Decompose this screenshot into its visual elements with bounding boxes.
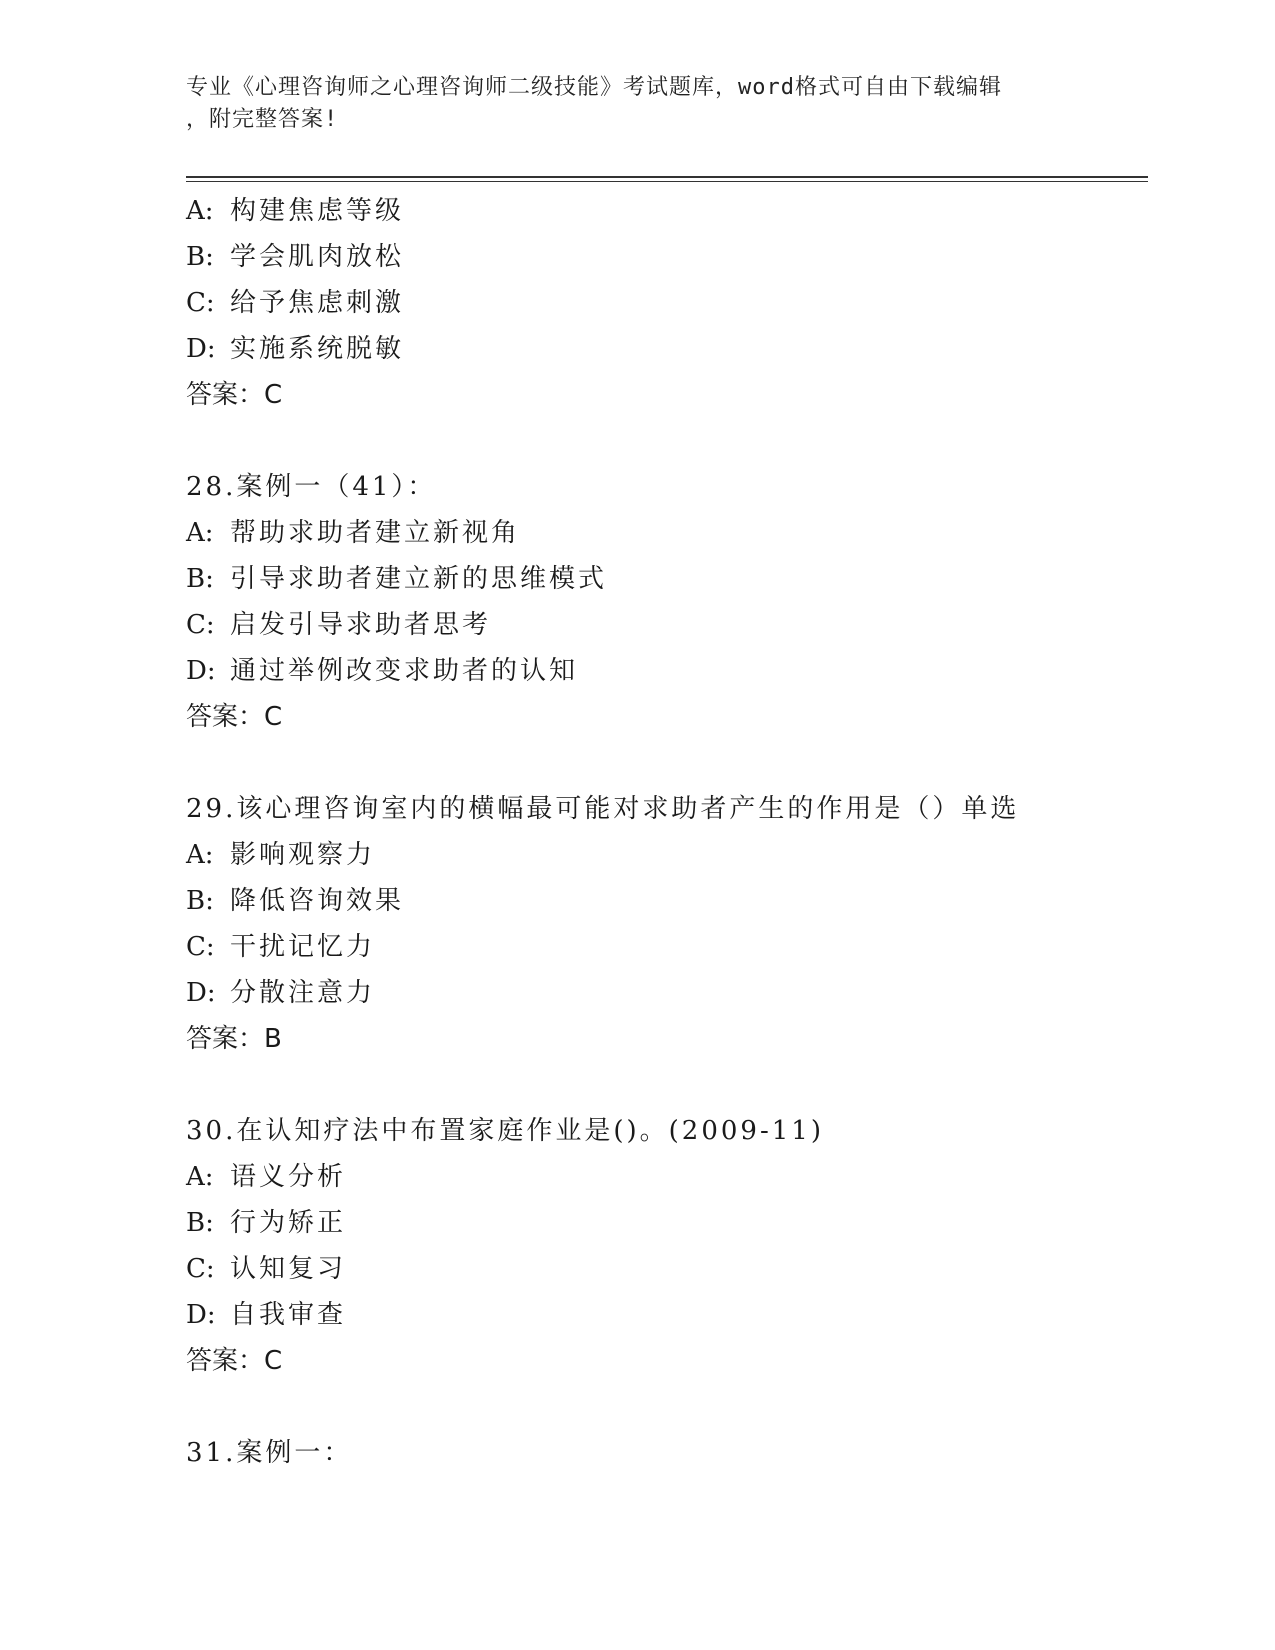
option-a (186, 1154, 1166, 1200)
option-text: 自我审查 (230, 1300, 347, 1330)
option-b (186, 234, 1166, 280)
answer-label: 答案： (186, 702, 265, 732)
option-d (186, 970, 1166, 1016)
option-text: 认知复习 (230, 1254, 347, 1284)
option-label: D: (186, 334, 216, 364)
spacer (186, 1384, 1166, 1430)
option-label: B: (186, 242, 214, 272)
option-c (186, 280, 1166, 326)
option-text: 语义分析 (230, 1162, 347, 1192)
answer-line (186, 1016, 1166, 1062)
option-label: D: (186, 978, 216, 1008)
header-line-1: 专业《心理咨询师之心理咨询师二级技能》考试题库，word格式可自由下载编辑 (186, 75, 1002, 100)
spacer (186, 1062, 1166, 1108)
header-divider-thin (186, 181, 1148, 182)
answer-label: 答案： (186, 1024, 265, 1054)
option-text: 帮助求助者建立新视角 (230, 518, 521, 548)
option-text: 实施系统脱敏 (230, 334, 405, 364)
option-text: 启发引导求助者思考 (230, 610, 492, 640)
option-text: 影响观察力 (230, 840, 376, 870)
question-27 (186, 188, 1166, 418)
option-text: 给予焦虑刺激 (230, 288, 405, 318)
option-text: 学会肌肉放松 (230, 242, 405, 272)
option-text: 构建焦虑等级 (230, 196, 405, 226)
question-stem: 30.在认知疗法中布置家庭作业是()。(2009-11) (186, 1116, 824, 1146)
answer-value: C (264, 380, 284, 410)
option-c (186, 924, 1166, 970)
question-31 (186, 1430, 1166, 1476)
option-text: 分散注意力 (230, 978, 376, 1008)
option-label: C: (186, 288, 215, 318)
option-d (186, 326, 1166, 372)
question-29 (186, 786, 1166, 1062)
option-b (186, 1200, 1166, 1246)
answer-value: B (264, 1024, 283, 1054)
option-text: 引导求助者建立新的思维模式 (230, 564, 608, 594)
option-label: B: (186, 564, 214, 594)
option-text: 干扰记忆力 (230, 932, 376, 962)
answer-line (186, 1338, 1166, 1384)
answer-label: 答案： (186, 380, 265, 410)
page-header (186, 72, 1086, 136)
option-d (186, 1292, 1166, 1338)
option-label: C: (186, 932, 215, 962)
option-label: A: (186, 840, 214, 870)
option-a (186, 188, 1166, 234)
option-text: 通过举例改变求助者的认知 (230, 656, 579, 686)
option-c (186, 602, 1166, 648)
option-label: D: (186, 656, 216, 686)
option-label: D: (186, 1300, 216, 1330)
question-stem: 28.案例一（41）： (186, 472, 437, 502)
option-a (186, 510, 1166, 556)
option-d (186, 648, 1166, 694)
question-stem: 29.该心理咨询室内的横幅最可能对求助者产生的作用是（）单选 (186, 794, 1020, 824)
answer-line (186, 372, 1166, 418)
option-label: C: (186, 610, 215, 640)
spacer (186, 740, 1166, 786)
option-label: B: (186, 1208, 214, 1238)
question-list (186, 188, 1166, 1476)
header-divider-thick (186, 176, 1148, 178)
spacer (186, 418, 1166, 464)
option-label: B: (186, 886, 214, 916)
option-text: 行为矫正 (230, 1208, 347, 1238)
option-a (186, 832, 1166, 878)
question-stem: 31.案例一： (186, 1438, 353, 1468)
option-text: 降低咨询效果 (230, 886, 405, 916)
option-label: A: (186, 1162, 214, 1192)
question-30 (186, 1108, 1166, 1384)
question-28 (186, 464, 1166, 740)
answer-value: C (264, 1346, 284, 1376)
option-label: A: (186, 196, 214, 226)
option-label: C: (186, 1254, 215, 1284)
answer-line (186, 694, 1166, 740)
option-c (186, 1246, 1166, 1292)
header-line-2: ，附完整答案! (186, 107, 339, 132)
answer-label: 答案： (186, 1346, 265, 1376)
option-b (186, 878, 1166, 924)
answer-value: C (264, 702, 284, 732)
option-b (186, 556, 1166, 602)
option-label: A: (186, 518, 214, 548)
